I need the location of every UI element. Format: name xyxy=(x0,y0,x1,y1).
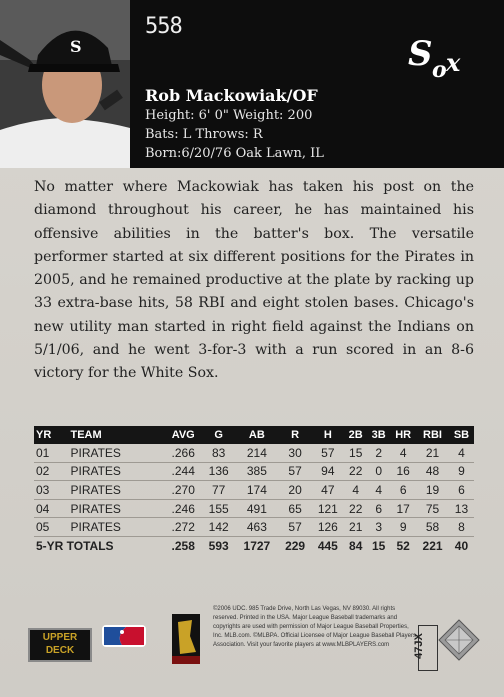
stats-row xyxy=(34,462,474,481)
header-cell: AB xyxy=(235,426,279,444)
stats-cell: 21 xyxy=(416,444,449,462)
stats-cell: 01 xyxy=(34,444,64,462)
stats-cell: 04 xyxy=(34,499,64,518)
stats-cell: 4 xyxy=(344,481,367,500)
stats-cell: 155 xyxy=(202,499,235,518)
totals-cell: 5-YR TOTALS xyxy=(36,538,114,553)
stats-cell: 142 xyxy=(202,518,235,537)
stats-row xyxy=(34,481,474,500)
svg-text:x: x xyxy=(446,48,461,77)
mlb-players-logo-icon xyxy=(170,612,202,668)
stats-cell: 121 xyxy=(311,499,344,518)
stats-cell: 75 xyxy=(416,499,449,518)
card-number: 558 xyxy=(145,14,182,39)
header-cell: SB xyxy=(449,426,474,444)
legal-text: ©2006 UDC. 985 Trade Drive, North Las Vegas, NV 89030. All rights reserved. Printed in the USA. Major League Baseball trademarks and copyrights are used with permission of Major League Baseball Properties, Inc. MLB.com. ©MLBPA. Official Licensee of Major League Baseball Players Association. Visit your favorite players at www.MLBPLAYERS.com xyxy=(213,606,416,648)
stats-cell: 30 xyxy=(279,444,312,462)
stats-cell: 174 xyxy=(235,481,279,500)
header-cell: G xyxy=(202,426,235,444)
stats-cell: PIRATES xyxy=(64,462,164,481)
height-weight: Height: 6' 0" Weight: 200 xyxy=(145,108,313,123)
totals-cell: 40 xyxy=(454,538,469,553)
stats-cell: 0 xyxy=(367,462,390,481)
stats-cell: PIRATES xyxy=(64,481,164,500)
stats-cell: 03 xyxy=(34,481,64,500)
stats-totals-row xyxy=(34,536,474,554)
totals-cell: 52 xyxy=(396,538,410,553)
career-stats-table xyxy=(34,426,474,555)
stats-row xyxy=(34,499,474,518)
stats-cell: 57 xyxy=(279,518,312,537)
stats-cell: 20 xyxy=(279,481,312,500)
totals-cell: 445 xyxy=(317,538,338,553)
stats-cell: .246 xyxy=(164,499,202,518)
stats-cell: 16 xyxy=(390,462,416,481)
stats-cell: 47 xyxy=(311,481,344,500)
stats-cell: 2 xyxy=(367,444,390,462)
card-footer xyxy=(0,595,504,697)
header-cell: TEAM xyxy=(64,426,164,444)
svg-text:S: S xyxy=(70,37,82,56)
stats-header-row xyxy=(34,426,474,444)
totals-cell: 229 xyxy=(285,538,306,553)
stats-cell: 02 xyxy=(34,462,64,481)
stats-cell: 65 xyxy=(279,499,312,518)
stats-cell: .270 xyxy=(164,481,202,500)
bio-text xyxy=(34,176,474,386)
header-band xyxy=(0,0,504,168)
product-code-text: 47JX xyxy=(412,633,425,659)
header-cell: RBI xyxy=(416,426,449,444)
mlb-logo-icon xyxy=(102,625,146,647)
stats-cell: 491 xyxy=(235,499,279,518)
totals-cell: 221 xyxy=(422,538,443,553)
stats-cell: 48 xyxy=(416,462,449,481)
stats-cell: 385 xyxy=(235,462,279,481)
upper-deck-logo xyxy=(28,628,92,662)
header-cell: AVG xyxy=(164,426,202,444)
stats-cell: 4 xyxy=(449,444,474,462)
brand-line-1: UPPER xyxy=(42,632,78,643)
stats-cell: 57 xyxy=(279,462,312,481)
stats-cell: 21 xyxy=(344,518,367,537)
stats-cell: 58 xyxy=(416,518,449,537)
stats-cell: 6 xyxy=(367,499,390,518)
svg-text:o: o xyxy=(432,57,447,83)
totals-cell: .258 xyxy=(171,538,195,553)
header-cell: 3B xyxy=(367,426,390,444)
product-code xyxy=(412,625,438,671)
stats-cell: PIRATES xyxy=(64,444,164,462)
header-cell: HR xyxy=(390,426,416,444)
stats-cell: 57 xyxy=(311,444,344,462)
stats-cell: 463 xyxy=(235,518,279,537)
header-cell: H xyxy=(311,426,344,444)
birth-info: Born:6/20/76 Oak Lawn, IL xyxy=(145,146,324,161)
stats-cell: 3 xyxy=(367,518,390,537)
stats-cell: PIRATES xyxy=(64,518,164,537)
stats-cell: 9 xyxy=(449,462,474,481)
stats-cell: 19 xyxy=(416,481,449,500)
totals-cell: 593 xyxy=(208,538,229,553)
stats-cell: 4 xyxy=(390,444,416,462)
totals-cell: 84 xyxy=(349,538,363,553)
stats-cell: 6 xyxy=(449,481,474,500)
stats-cell: 77 xyxy=(202,481,235,500)
player-name: Rob Mackowiak/OF xyxy=(145,86,318,105)
totals-cell: 1727 xyxy=(243,538,271,553)
stats-cell: 9 xyxy=(390,518,416,537)
stats-cell: .266 xyxy=(164,444,202,462)
header-cell: R xyxy=(279,426,312,444)
bats-throws: Bats: L Throws: R xyxy=(145,127,263,142)
stats-cell: .272 xyxy=(164,518,202,537)
stats-cell: 15 xyxy=(344,444,367,462)
brand-line-2: DECK xyxy=(45,645,75,656)
stats-cell: 22 xyxy=(344,462,367,481)
white-sox-logo-icon xyxy=(402,25,474,85)
bio-paragraph: No matter where Mackowiak has taken his post on the diamond throughout his career, he has maintained his offensive abilities in the batter's box. The versatile performer started at six different positions for the Pirates in 2005, and he remained productive at the plate by racking up 33 extra-base hits, 58 RBI and eight stolen bases. Chicago's new utility man started in right field against the Indians on 5/1/06, and he went 3-for-3 with a run scored in an 8-6 victory for the White Sox. xyxy=(34,179,474,382)
stats-cell: 214 xyxy=(235,444,279,462)
stats-row xyxy=(34,518,474,537)
stats-cell: PIRATES xyxy=(64,499,164,518)
stats-cell: .244 xyxy=(164,462,202,481)
stats-cell: 94 xyxy=(311,462,344,481)
header-cell: YR xyxy=(34,426,64,444)
stats-cell: 6 xyxy=(390,481,416,500)
totals-cell: 15 xyxy=(372,538,386,553)
stats-cell: 05 xyxy=(34,518,64,537)
stats-cell: 136 xyxy=(202,462,235,481)
stats-cell: 126 xyxy=(311,518,344,537)
svg-text:S: S xyxy=(408,34,433,74)
diamond-hologram-icon xyxy=(438,619,480,661)
stats-row xyxy=(34,444,474,462)
stats-cell: 4 xyxy=(367,481,390,500)
stats-cell: 8 xyxy=(449,518,474,537)
stats-cell: 17 xyxy=(390,499,416,518)
stats-cell: 83 xyxy=(202,444,235,462)
stats-cell: 22 xyxy=(344,499,367,518)
player-photo xyxy=(0,0,130,168)
header-cell: 2B xyxy=(344,426,367,444)
stats-cell: 13 xyxy=(449,499,474,518)
